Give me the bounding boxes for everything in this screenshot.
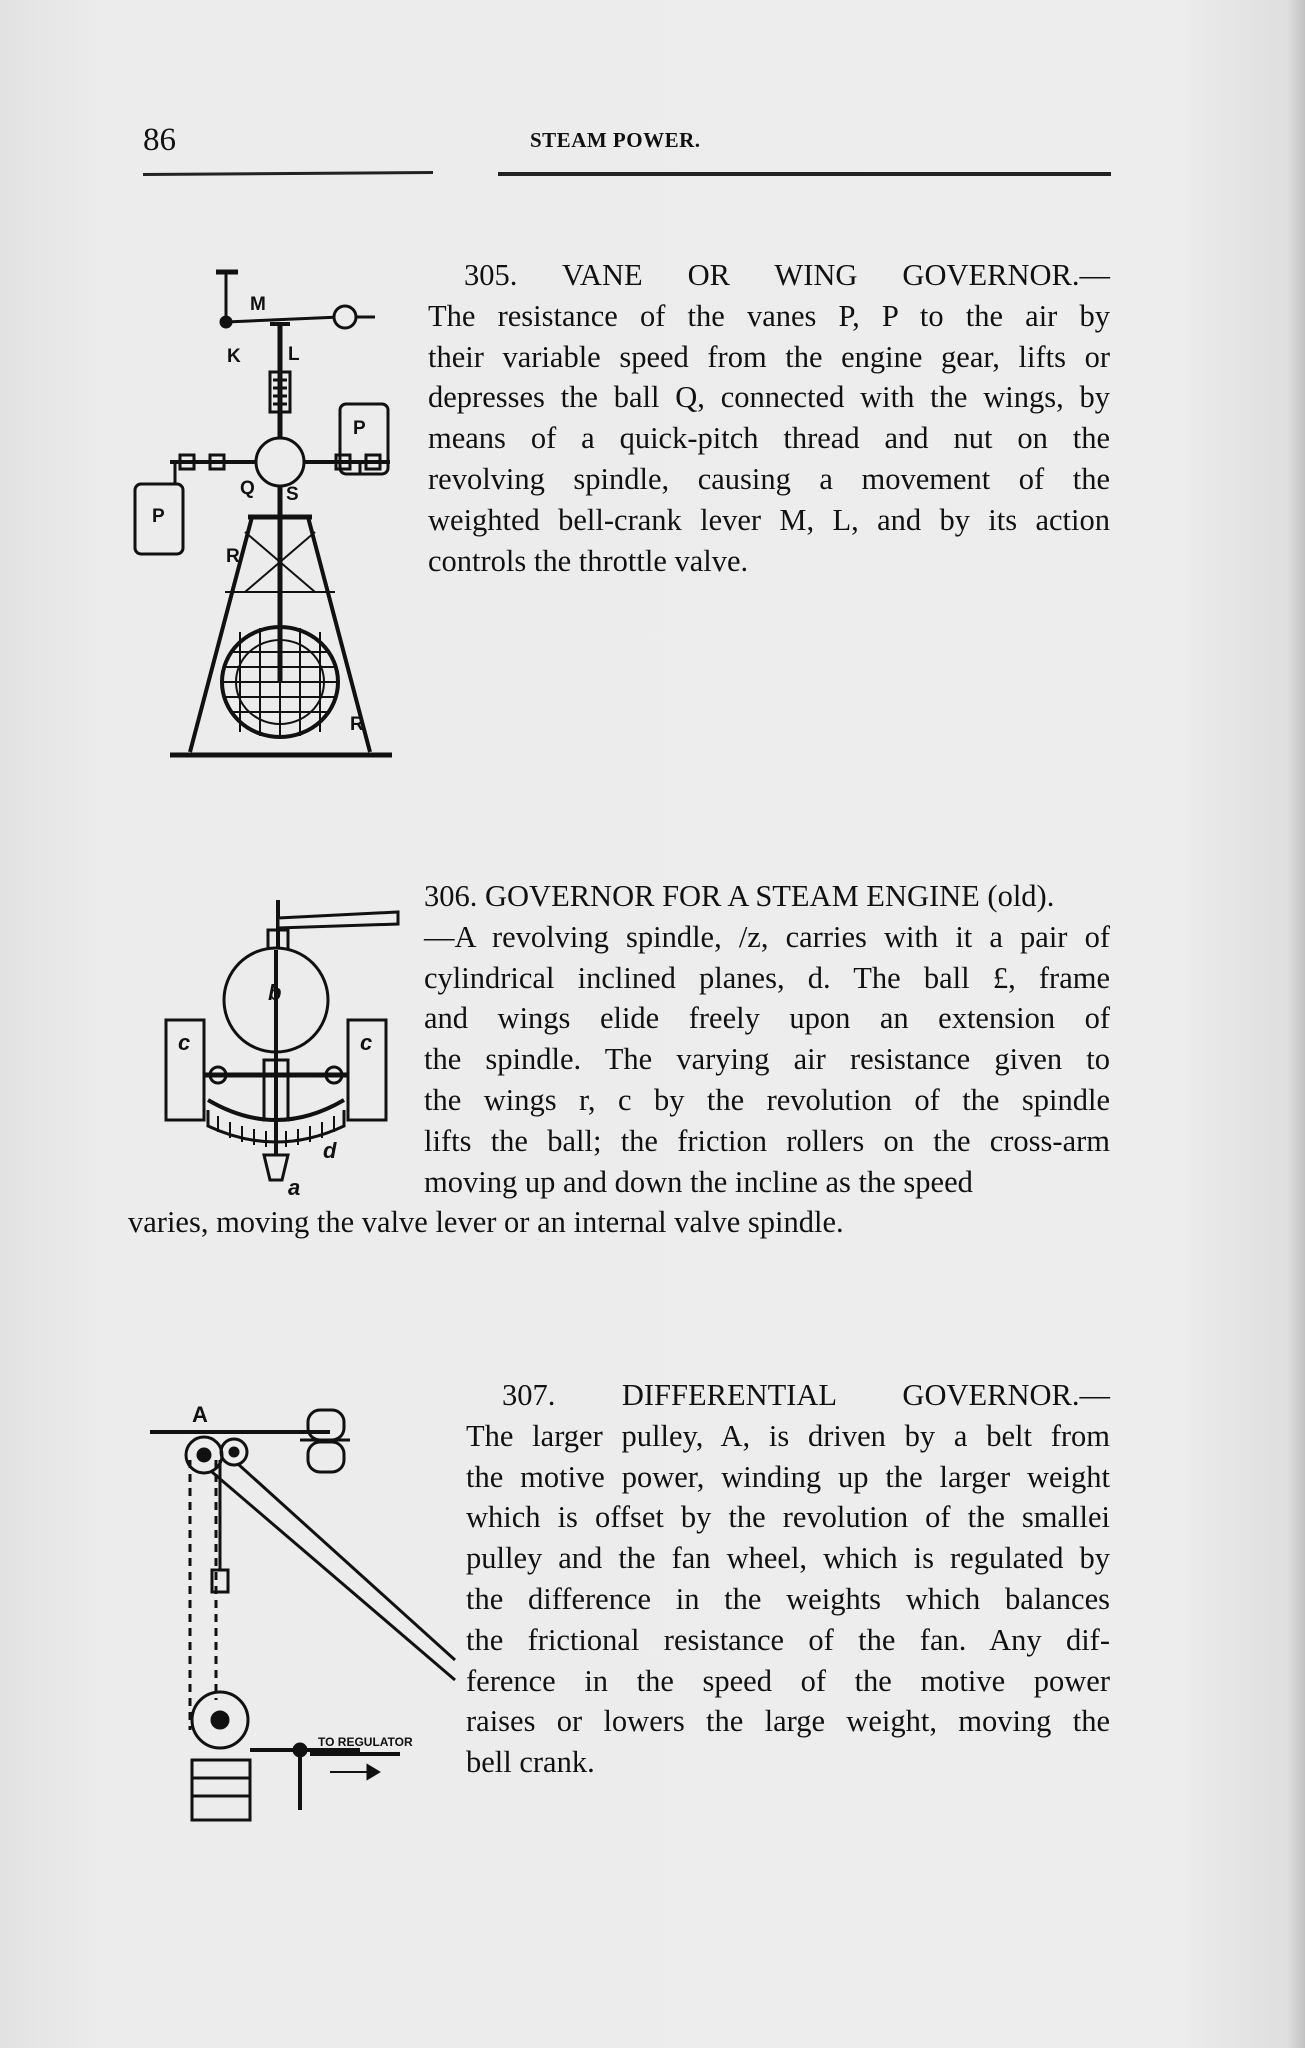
section-307-line: raises or lowers the large weight, moving the [466, 1704, 1110, 1739]
label-d: d [323, 1138, 337, 1163]
page-number: 86 [143, 122, 176, 158]
large-weight [192, 1760, 250, 1820]
section-305-line: means of a quick-pitch thread and nut on the [428, 421, 1110, 456]
fan-blade-bottom [308, 1442, 344, 1472]
drive-belt-1 [238, 1464, 455, 1660]
small-weight [212, 1570, 228, 1592]
section-305-line: their variable speed from the engine gear, lifts or [428, 339, 1110, 374]
section-306-line: varies, moving the valve lever or an internal valve spindle. [128, 1205, 844, 1240]
section-306-line: and wings еlide freely upon an extension of [424, 1001, 1110, 1036]
section-306-line: lifts the ball; the friction rollers on the cross-arm [424, 1123, 1110, 1158]
section-305-line: weighted bell-crank lever M, L, and by its action [428, 502, 1110, 537]
label-r-upper: R [226, 546, 240, 567]
section-306-line: cylindrical inclined planes, d. The ball £, frame [424, 960, 1110, 995]
label-b: b [268, 980, 282, 1005]
label-r-lower: R [350, 714, 364, 735]
label-m: M [250, 294, 266, 315]
lever-arm [226, 317, 340, 322]
section-306-heading-line: 306. GOVERNOR FOR A STEAM ENGINE (old). [424, 879, 1055, 913]
page-edge-shadow [1287, 0, 1305, 2048]
header-rule-right [498, 172, 1111, 176]
label-p-right: P [353, 418, 366, 439]
section-306-line: —A revolving spindle, /z, carries with it a pair of [424, 919, 1110, 954]
section-307-line: which is offset by the revolution of the smallei [466, 1500, 1110, 1535]
section-307-line: ference in the speed of the motive power [466, 1663, 1110, 1698]
section-305-line: 305. VANE OR WING GOVERNOR.— [464, 258, 1110, 292]
label-s: S [286, 484, 299, 505]
label-a-pulley: A [192, 1402, 208, 1427]
section-307-line: bell crank. [466, 1745, 595, 1780]
section-305-line: depresses the ball Q, connected with the wings, by [428, 380, 1110, 415]
section-306-line: the spindle. The varying air resistance given to [424, 1042, 1110, 1077]
label-c-right: c [360, 1030, 373, 1055]
section-306-line: the wings r, c by the revolution of the spindle [424, 1082, 1110, 1117]
running-title: STEAM POWER. [530, 128, 701, 152]
section-306-line: moving up and down the incline as the speed [424, 1164, 973, 1199]
section-306-text [128, 876, 1110, 1243]
label-a: a [288, 1175, 301, 1200]
section-307-line: 307. DIFFERENTIAL GOVERNOR.— [502, 1378, 1110, 1412]
header-rule-left [143, 171, 433, 176]
ball-q [256, 438, 304, 486]
label-l: L [288, 344, 300, 365]
figure-307-differential-governor [150, 1400, 470, 1840]
label-q: Q [240, 478, 255, 499]
drive-belt-2 [212, 1472, 455, 1680]
label-k: K [227, 346, 241, 367]
section-307-text [466, 1375, 1110, 1783]
section-305-line: controls the throttle valve. [428, 543, 749, 578]
frame-left [190, 517, 252, 752]
section-307-line: the difference in the weights which balances [466, 1581, 1110, 1616]
section-305-line: revolving spindle, causing a movement of the [428, 461, 1110, 496]
label-p-left: P [152, 506, 165, 527]
section-305-line: The resistance of the vanes P, P to the air by [428, 298, 1110, 333]
section-307-line: the frictional resistance of the fan. Any dif- [466, 1622, 1110, 1657]
section-307-line: The larger pulley, A, is driven by a belt from [466, 1418, 1110, 1453]
section-307-line: the motive power, winding up the larger weight [466, 1459, 1110, 1494]
figure-305-vane-governor [130, 262, 400, 762]
fan-blade-top [308, 1410, 344, 1440]
section-307-line: pulley and the fan wheel, which is regulated by [466, 1541, 1110, 1576]
label-to-regulator: TO REGULATOR [318, 1735, 413, 1749]
lever-weight [334, 306, 356, 328]
section-305-text [428, 255, 1110, 581]
label-c-left: c [178, 1030, 191, 1055]
